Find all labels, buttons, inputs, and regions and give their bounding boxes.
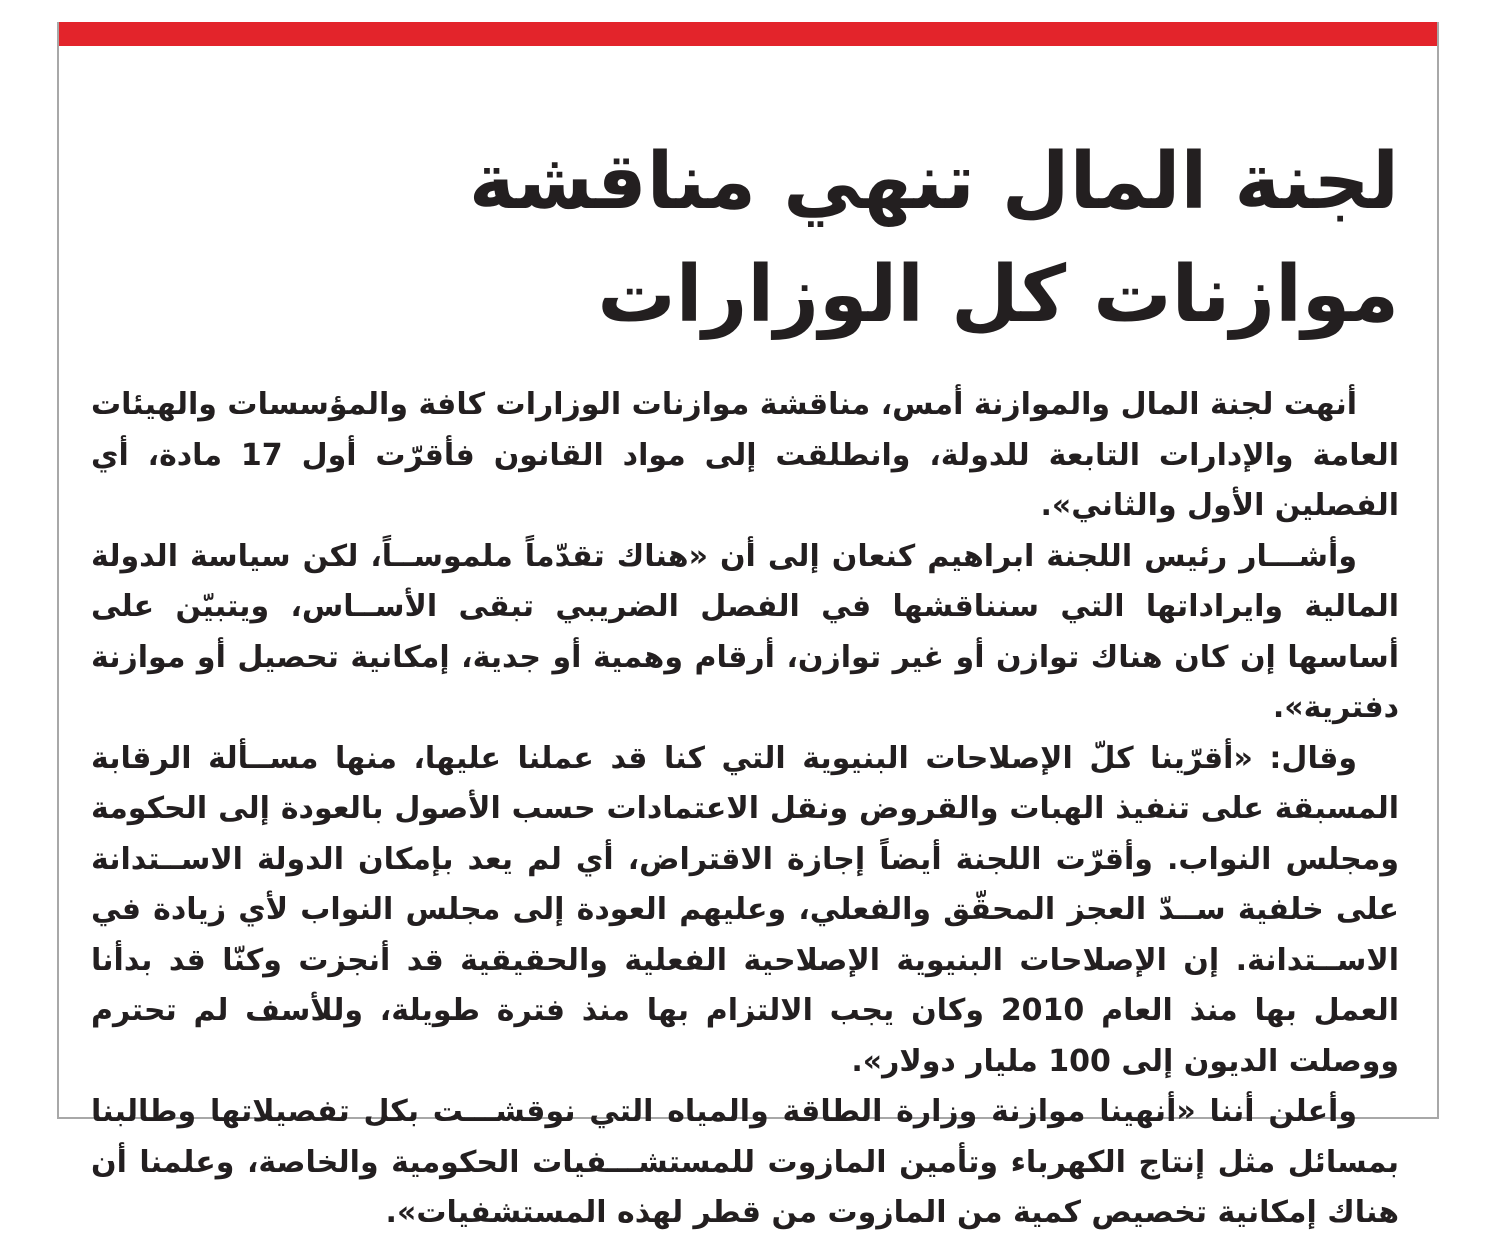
paragraph: وأشـــار رئيس اللجنة ابراهيم كنعان إلى أن «هناك تقدّماً ملموســاً، لكن سياسة الدولة المالية وايراداتها التي سنناقشها في الفصل الضريبي تبقى الأســاس، ويتبيّن على أساسها إن كان هناك توازن أو غير توازن، أرقام وهمية أو جدية، إمكانية تحصيل أو موازنة دفترية». (91, 538, 1399, 725)
paragraph: أنهت لجنة المال والموازنة أمس، مناقشة موازنات الوزارات كافة والمؤسسات والهيئات العامة والإدارات التابعة للدولة، وانطلقت إلى مواد القانون فأقرّت أول 17 مادة، أي الفصلين الأول والثاني». (91, 387, 1399, 523)
headline (299, 126, 1399, 352)
paragraph: وأعلن أننا «أنهينا موازنة وزارة الطاقة والمياه التي نوقشـــت بكل تفصيلاتها وطالبنا بمسائل مثل إنتاج الكهرباء وتأمين المازوت للمستشـــفيات الحكومية والخاصة، وعلمنا أن هناك إمكانية تخصيص كمية من المازوت من قطر لهذه المستشفيات». (91, 1094, 1399, 1230)
accent-bar (59, 22, 1437, 46)
paragraph: وقال: «أقرّينا كلّ الإصلاحات البنيوية التي كنا قد عملنا عليها، منها مســألة الرقابة المسبقة على تنفيذ الهبات والقروض ونقل الاعتمادات حسب الأصول بالعودة إلى الحكومة ومجلس النواب. وأقرّت اللجنة أيضاً إجازة الاقتراض، أي لم يعد بإمكان الدولة الاســتدانة على خلفية ســدّ العجز المحقّق والفعلي، وعليهم العودة إلى مجلس النواب لأي زيادة في الاســتدانة. إن الإصلاحات البنيوية الإصلاحية الفعلية والحقيقية قد أنجزت وكنّا قد بدأنا العمل بها منذ العام 2010 وكان يجب الالتزام بها منذ فترة طويلة، وللأسف لم تحترم ووصلت الديون إلى 100 مليار دولار». (91, 740, 1399, 1079)
headline-line-2: موازنات كل الوزارات (597, 250, 1399, 340)
article-body (91, 380, 1399, 1239)
headline-line-1: لجنة المال تنهي مناقشة (468, 137, 1399, 227)
article-frame (57, 22, 1439, 1230)
